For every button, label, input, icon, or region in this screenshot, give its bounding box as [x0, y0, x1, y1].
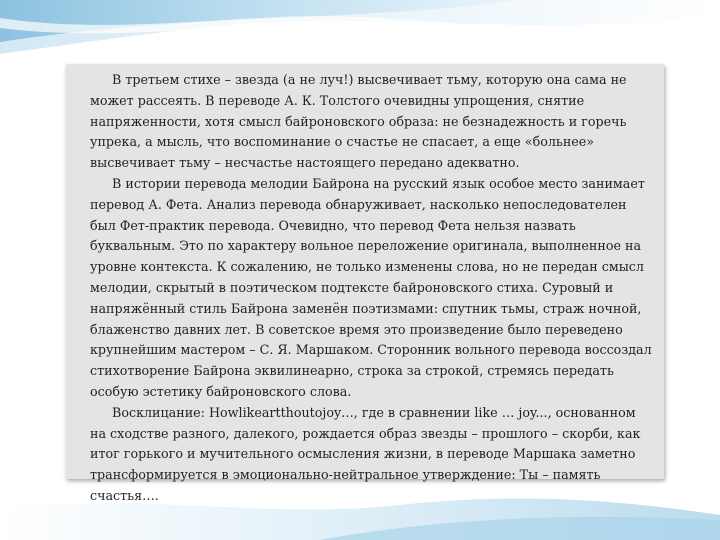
paragraph-1: В третьем стихе – звезда (а не луч!) высвечивает тьму, которую она сама не может рассеять. В переводе А. К. Толстого очевидны упрощения, снятие напряженности, хотя смысл байроновского образа: не безнадежность и горечь упрека, а мысль, что воспоминание о счастье не спасает, а еще «больнее» высвечивает тьму – несчастье настоящего передано адекватно.	[90, 72, 627, 171]
paragraph-2: В истории перевода мелодии Байрона на русский язык особое место занимает перевод А. Фета. Анализ перевода обнаруживает, насколько непоследователен был Фет-практик перевода. Очевидно, что перевод Фета нельзя назвать буквальным. Это по характеру вольное переложение оригинала, выполненное на уровне контекста. К сожалению, не только изменены слова, но не передан смысл мелодии, скрытый в поэтическом подтексте байроновского стиха. Суровый и напряжённый стиль Байрона заменён поэтизмами: спутник тьмы, страж ночной, блаженство давних лет. В советское время это произведение было переведено крупнейшим мастером – С. Я. Маршаком. Сторонник вольного перевода воссоздал стихотворение Байрона эквилинеарно, строка за строкой, стремясь передать особую эстетику байроновского слова.	[90, 175, 652, 399]
paragraph-3: Восклицание: Howlikeartthoutojoy…, где в сравнении like … joy..., основанном на сходстве разного, далекого, рождается образ звезды – прошлого – скорби, как итог горького и мучительного осмысления жизни, в переводе Маршака заметно трансформируется в эмоционально-нейтральное утверждение: Ты – память счастья….	[90, 404, 641, 503]
text-content-box	[66, 64, 664, 503]
